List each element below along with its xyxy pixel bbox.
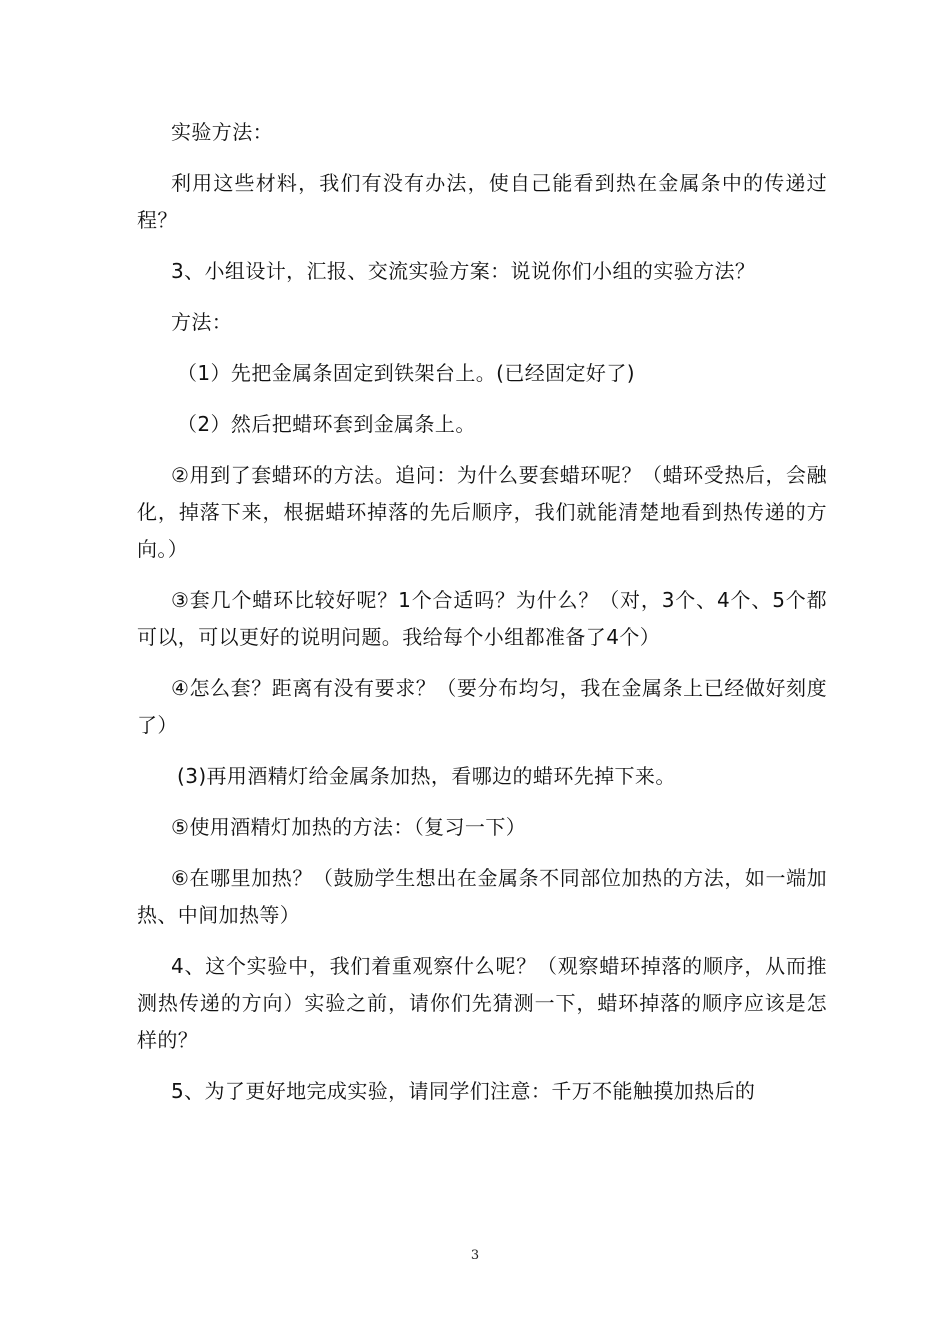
paragraph-wax-ring-spacing: ④怎么套？距离有没有要求？（要分布均匀，我在金属条上已经做好刻度了）	[137, 676, 827, 737]
paragraph-heating-position: ⑥在哪里加热？（鼓励学生想出在金属条不同部位加热的方法，如一端加热、中间加热等）	[137, 866, 827, 927]
document-body	[137, 114, 827, 1124]
paragraph-method-heading: 方法：	[171, 310, 233, 334]
paragraph-wax-ring-count: ③套几个蜡环比较好呢？1个合适吗？为什么？（对，3个、4个、5个都可以，可以更好的说明问题。我给每个小组都准备了4个）	[137, 588, 827, 649]
page-number: 3	[470, 1248, 480, 1263]
paragraph-step-1: （1）先把金属条固定到铁架台上。(已经固定好了)	[177, 361, 635, 385]
paragraph-safety-notice: 5、为了更好地完成实验，请同学们注意：千万不能触摸加热后的	[171, 1079, 756, 1103]
paragraph-alcohol-lamp-method: ⑤使用酒精灯加热的方法：（复习一下）	[171, 815, 527, 839]
paragraph-step-3: (3)再用酒精灯给金属条加热，看哪边的蜡环先掉下来。	[177, 764, 676, 788]
paragraph-wax-ring-reason: ②用到了套蜡环的方法。追问：为什么要套蜡环呢？（蜡环受热后，会融化，掉落下来，根据蜡环掉落的先后顺序，我们就能清楚地看到热传递的方向。）	[137, 463, 827, 561]
paragraph-materials-question: 利用这些材料，我们有没有办法，使自己能看到热在金属条中的传递过程？	[137, 171, 827, 232]
paragraph-step-2: （2）然后把蜡环套到金属条上。	[177, 412, 476, 436]
paragraph-group-design: 3、小组设计，汇报、交流实验方案：说说你们小组的实验方法？	[171, 259, 756, 283]
paragraph-observation-focus: 4、这个实验中，我们着重观察什么呢？（观察蜡环掉落的顺序，从而推测热传递的方向）实验之前，请你们先猜测一下，蜡环掉落的顺序应该是怎样的？	[137, 954, 827, 1052]
paragraph-experiment-method-heading: 实验方法：	[171, 120, 273, 144]
